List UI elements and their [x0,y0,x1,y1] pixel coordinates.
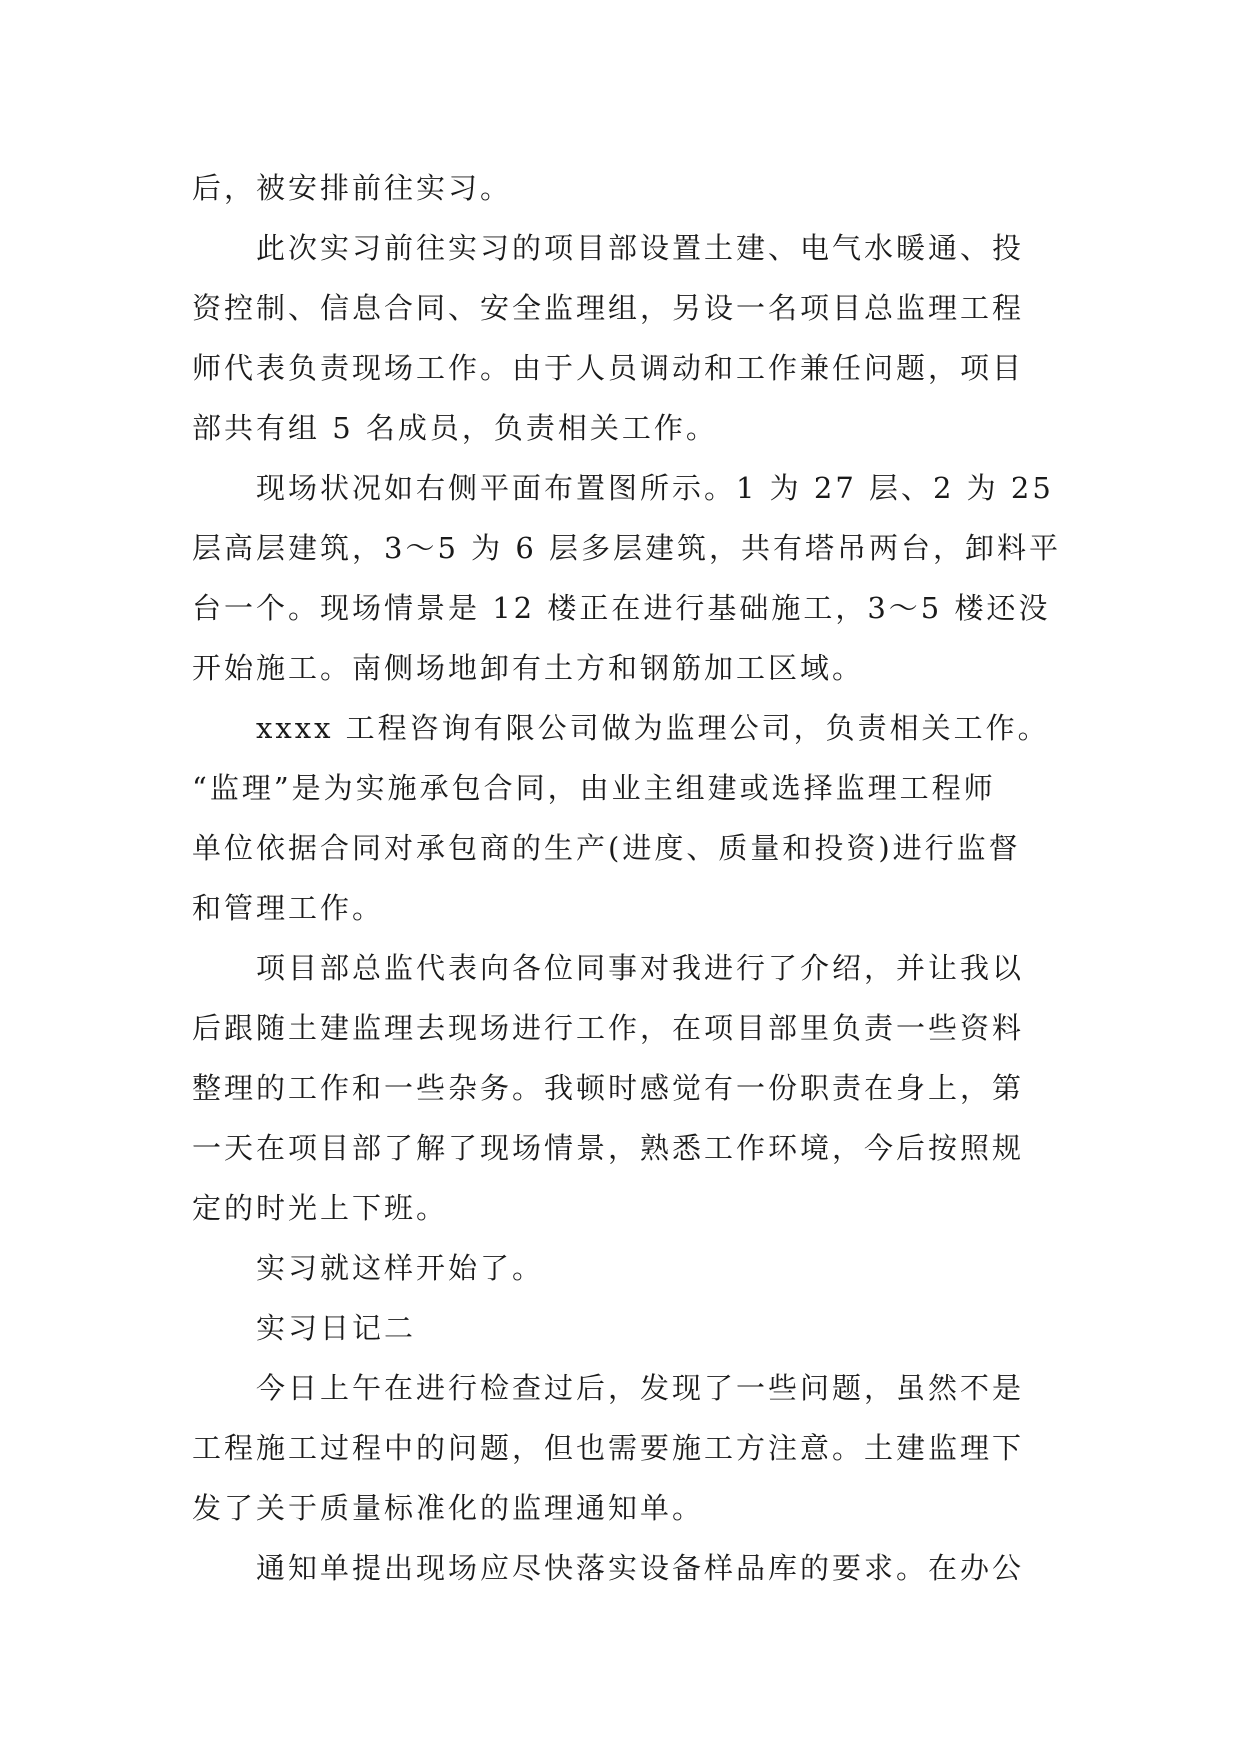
paragraph-8 [192,1358,1050,1538]
text-line: “监理”是为实施承包合同，由业主组建或选择监理工程师 [192,771,996,805]
text-line: 一天在项目部了解了现场情景，熟悉工作环境，今后按照规 [192,1131,1025,1165]
text-line: 和管理工作。 [192,891,385,925]
text-line: 工程施工过程中的问题，但也需要施工方注意。土建监理下 [192,1431,1025,1465]
text-line: 资控制、信息合同、安全监理组，另设一名项目总监理工程 [192,291,1025,325]
text-line: 层高层建筑，3～5 为 6 层多层建筑，共有塔吊两台，卸料平 [192,531,1062,565]
text-line: 部共有组 5 名成员，负责相关工作。 [192,411,718,445]
text-line: 后跟随土建监理去现场进行工作，在项目部里负责一些资料 [192,1011,1025,1045]
paragraph-5 [192,938,1050,1238]
text-line: 今日上午在进行检查过后，发现了一些问题，虽然不是 [256,1371,1025,1405]
text-line: 台一个。现场情景是 12 楼正在进行基础施工，3～5 楼还没 [192,591,1051,625]
text-line: xxxx 工程咨询有限公司做为监理公司，负责相关工作。 [256,711,1050,745]
paragraph-9 [192,1538,1050,1598]
text-line: 实习日记二 [256,1311,417,1345]
section-heading [192,1298,1050,1358]
text-line: 通知单提出现场应尽快落实设备样品库的要求。在办公 [256,1551,1025,1585]
paragraph-2 [192,218,1050,458]
text-line: 开始施工。南侧场地卸有土方和钢筋加工区域。 [192,651,865,685]
paragraph-6 [192,1238,1050,1298]
text-line: 师代表负责现场工作。由于人员调动和工作兼任问题，项目 [192,351,1025,385]
text-line: 实习就这样开始了。 [256,1251,545,1285]
text-line: 整理的工作和一些杂务。我顿时感觉有一份职责在身上，第 [192,1071,1025,1105]
text-line: 发了关于质量标准化的监理通知单。 [192,1491,705,1525]
paragraph-3 [192,458,1062,698]
text-line: 现场状况如右侧平面布置图所示。1 为 27 层、2 为 25 [256,471,1054,505]
text-line: 定的时光上下班。 [192,1191,449,1225]
paragraph-4 [192,698,1050,938]
paragraph-1 [192,158,1050,218]
text-line: 项目部总监代表向各位同事对我进行了介绍，并让我以 [256,951,1025,985]
text-line: 单位依据合同对承包商的生产(进度、质量和投资)进行监督 [192,831,1021,865]
text-line: 后，被安排前往实习。 [192,171,513,205]
document-body [192,158,1062,1598]
text-line: 此次实习前往实习的项目部设置土建、电气水暖通、投 [256,231,1025,265]
